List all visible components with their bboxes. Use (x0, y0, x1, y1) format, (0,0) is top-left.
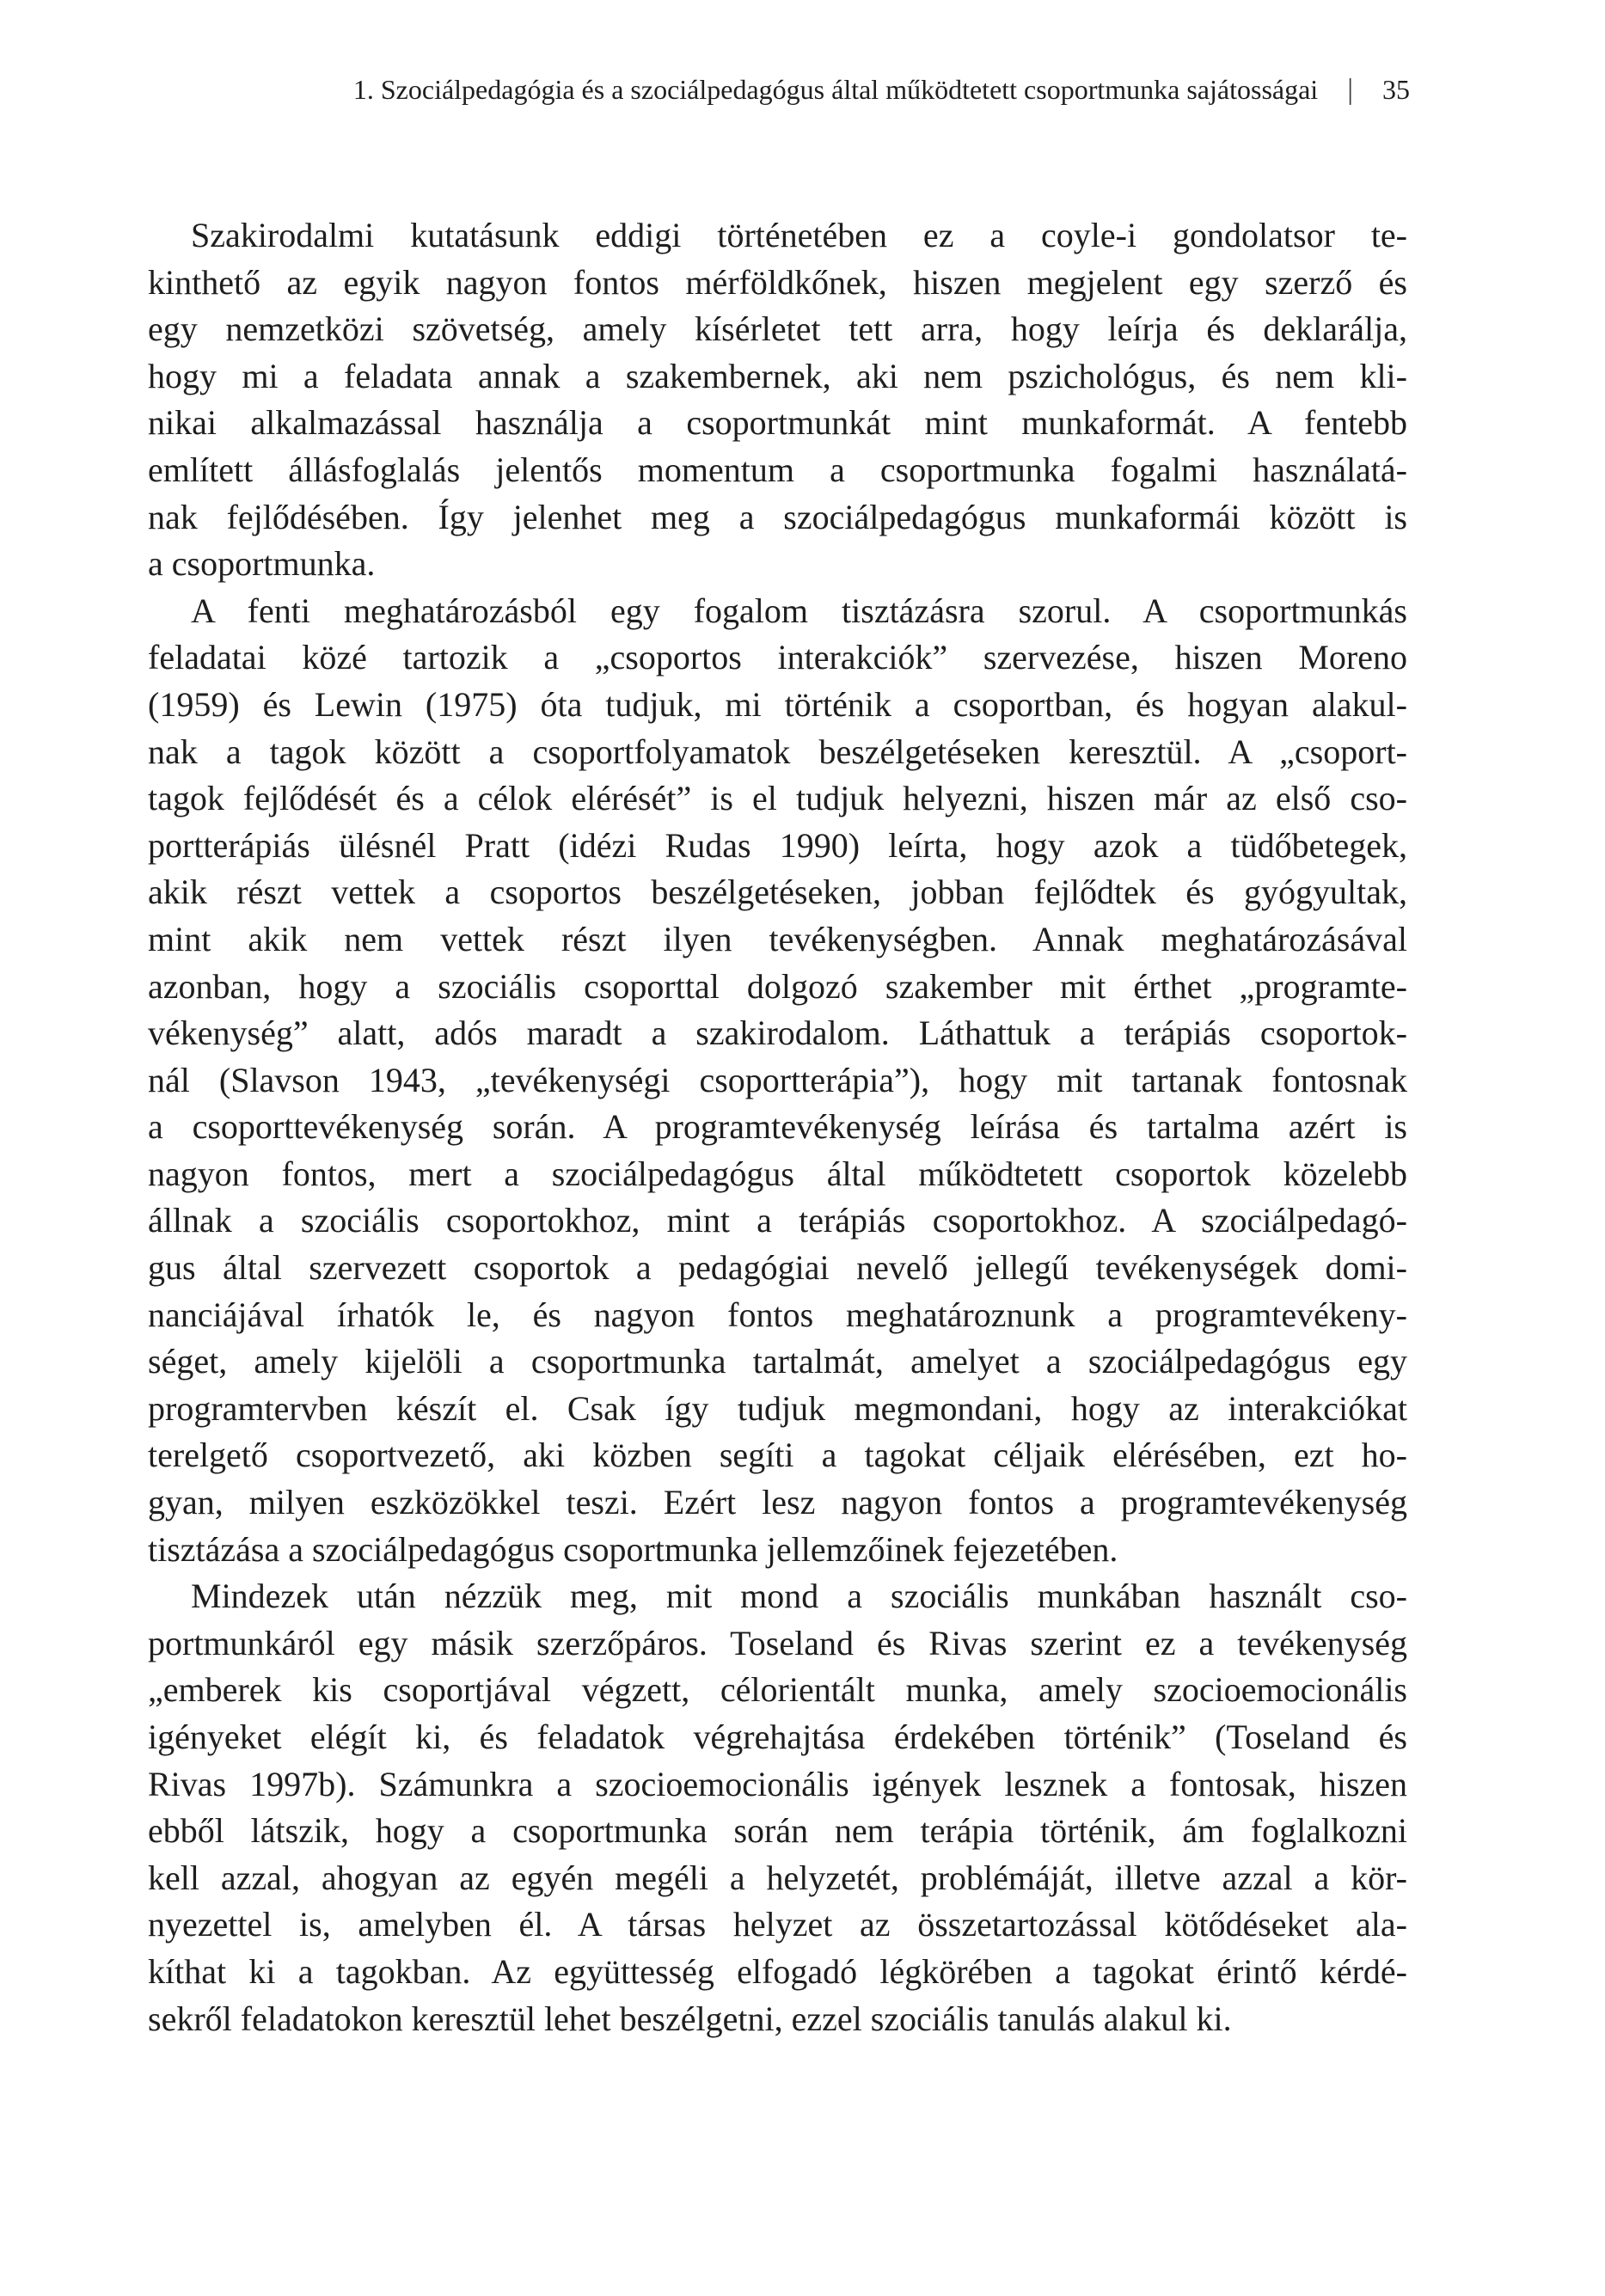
text-line: nagyon fontos, mert a szociálpedagógus által működtetett csoportok közelebb (148, 1154, 1407, 1193)
page-number: 35 (1382, 74, 1410, 105)
text-line: nál (Slavson 1943, „tevékenységi csoportterápia”), hogy mit tartanak fontosnak (148, 1060, 1407, 1099)
paragraph (148, 1573, 1407, 2042)
text-line: Szakirodalmi kutatásunk eddigi történetében ez a coyle-i gondolatsor te- (191, 216, 1407, 254)
text-line: ebből látszik, hogy a csoportmunka során nem terápia történik, ám foglalkozni (148, 1811, 1407, 1851)
text-line: terelgető csoportvezető, aki közben segíti a tagokat céljaik elérésében, ezt ho- (148, 1436, 1407, 1475)
text-line: séget, amely kijelöli a csoportmunka tartalmát, amelyet a szociálpedagógus egy (148, 1342, 1407, 1381)
text-line: nyezettel is, amelyben él. A társas helyzet az összetartozással kötődéseket ala- (148, 1905, 1407, 1944)
text-line: Rivas 1997b). Számunkra a szocioemocionális igények lesznek a fontosak, hiszen (148, 1764, 1407, 1803)
text-line: mint akik nem vettek részt ilyen tevékenységben. Annak meghatározásával (148, 919, 1407, 958)
running-header (148, 72, 1410, 107)
text-line: azonban, hogy a szociális csoporttal dolgozó szakember mit érthet „programte- (148, 966, 1407, 1006)
text-line: Mindezek után nézzük meg, mit mond a szociális munkában használt cso- (191, 1577, 1407, 1616)
text-line: kell azzal, ahogyan az egyén megéli a helyzetét, problémáját, illetve azzal a kör- (148, 1858, 1407, 1897)
paragraph (148, 212, 1407, 588)
text-line: „emberek kis csoportjával végzett, célorientált munka, amely szocioemocionális (148, 1670, 1407, 1710)
text-line: a csoporttevékenység során. A programtevékenység leírása és tartalma azért is (148, 1107, 1407, 1147)
header-separator: | (1347, 74, 1353, 106)
text-line: vékenység” alatt, adós maradt a szakirodalom. Láthattuk a terápiás csoportok- (148, 1013, 1407, 1053)
text-line: akik részt vettek a csoportos beszélgetéseken, jobban fejlődtek és gyógyultak, (148, 872, 1407, 912)
text-line: sekről feladatokon keresztül lehet beszélgetni, ezzel szociális tanulás alakul ki. (148, 1999, 1232, 2038)
text-line: állnak a szociális csoportokhoz, mint a terápiás csoportokhoz. A szociálpedagó- (148, 1201, 1407, 1240)
text-line: nanciájával írhatók le, és nagyon fontos meghatároznunk a programtevékeny- (148, 1295, 1407, 1334)
text-line: kíthat ki a tagokban. Az együttesség elfogadó légkörében a tagokat érintő kérdé- (148, 1951, 1407, 1991)
text-line: hogy mi a feladata annak a szakembernek, aki nem pszichológus, és nem kli- (148, 356, 1407, 395)
text-line: A fenti meghatározásból egy fogalom tisztázásra szorul. A csoportmunkás (191, 591, 1407, 630)
body-text (148, 212, 1407, 2042)
text-line: programtervben készít el. Csak így tudjuk megmondani, hogy az interakciókat (148, 1388, 1407, 1428)
text-line: a csoportmunka. (148, 544, 376, 584)
text-line: portterápiás ülésnél Pratt (idézi Rudas 1990) leírta, hogy azok a tüdőbetegek, (148, 825, 1407, 865)
text-line: (1959) és Lewin (1975) óta tudjuk, mi történik a csoportban, és hogyan alakul- (148, 684, 1407, 724)
text-line: tagok fejlődését és a célok elérését” is el tudjuk helyezni, hiszen már az első cso- (148, 779, 1407, 818)
text-line: egy nemzetközi szövetség, amely kísérletet tett arra, hogy leírja és deklarálja, (148, 309, 1407, 349)
text-line: nak a tagok között a csoportfolyamatok beszélgetéseken keresztül. A „csoport- (148, 732, 1407, 771)
chapter-title: 1. Szociálpedagógia és a szociálpedagógus által működtetett csoportmunka sajátosságai (352, 74, 1319, 105)
text-line: gus által szervezett csoportok a pedagógiai nevelő jellegű tevékenységek domi- (148, 1248, 1407, 1288)
text-line: feladatai közé tartozik a „csoportos interakciók” szervezése, hiszen Moreno (148, 638, 1407, 677)
text-line: gyan, milyen eszközökkel teszi. Ezért lesz nagyon fontos a programtevékenység (148, 1483, 1407, 1522)
text-line: nak fejlődésében. Így jelenhet meg a szociálpedagógus munkaformái között is (148, 497, 1407, 536)
paragraph (148, 588, 1407, 1573)
text-line: nikai alkalmazással használja a csoportmunkát mint munkaformát. A fentebb (148, 403, 1407, 443)
text-line: portmunkáról egy másik szerzőpáros. Toseland és Rivas szerint ez a tevékenység (148, 1623, 1407, 1662)
text-line: tisztázása a szociálpedagógus csoportmunka jellemzőinek fejezetében. (148, 1529, 1118, 1569)
text-line: említett állásfoglalás jelentős momentum a csoportmunka fogalmi használatá- (148, 450, 1407, 489)
text-line: igényeket elégít ki, és feladatok végrehajtása érdekében történik” (Toseland és (148, 1717, 1407, 1756)
text-line: kinthető az egyik nagyon fontos mérföldkőnek, hiszen megjelent egy szerző és (148, 262, 1407, 302)
